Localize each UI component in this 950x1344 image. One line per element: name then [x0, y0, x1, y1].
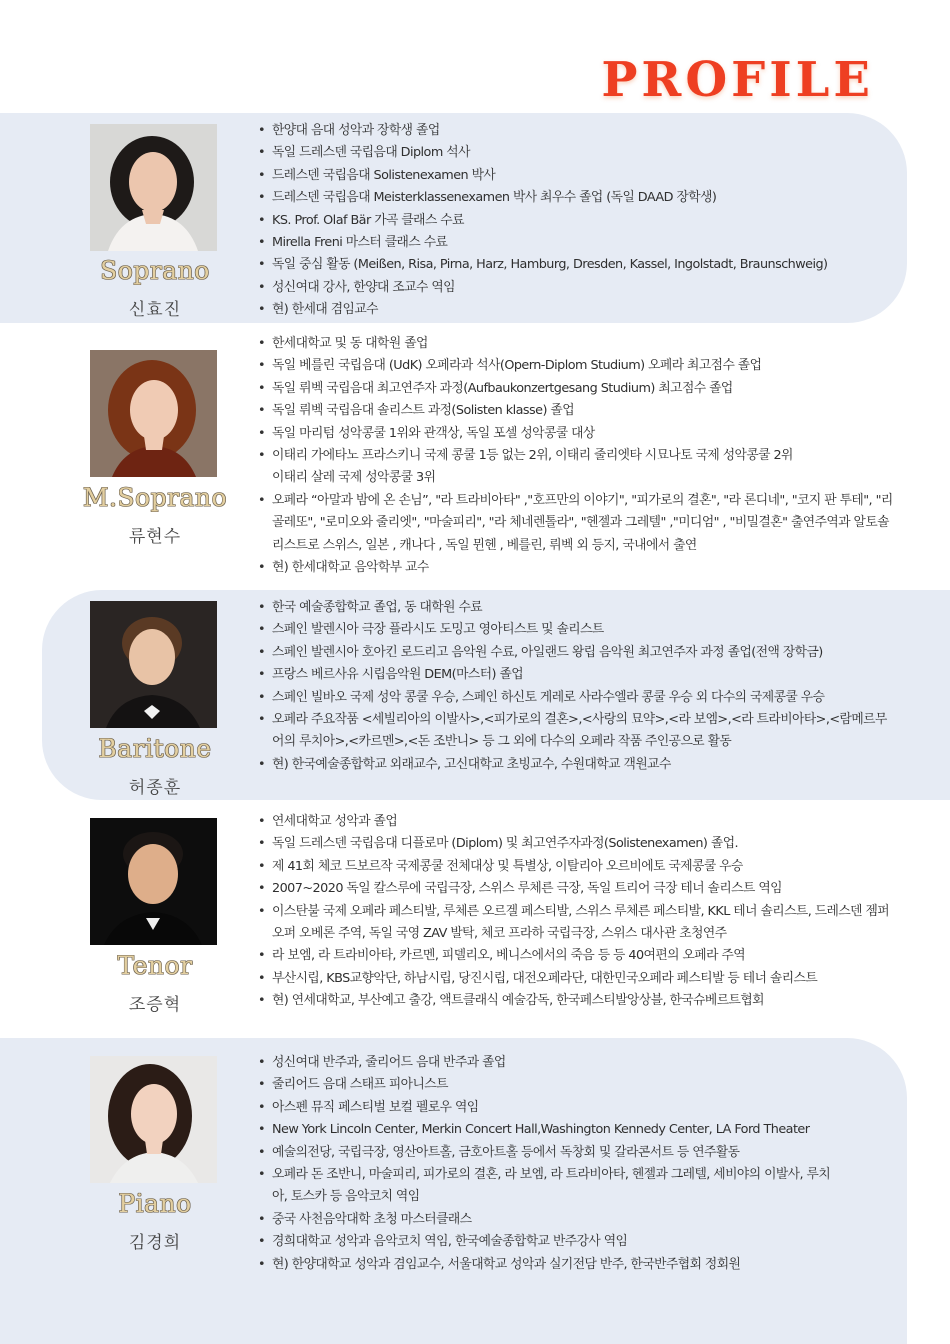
- page-title: PROFILE: [601, 52, 874, 108]
- bio-item: • 중국 사천음악대학 초청 마스터클래스: [258, 1209, 895, 1231]
- bio-item: • 제 41회 체코 드보르작 국제콩쿨 전체대상 및 특별상, 이탈리아 오르비에토 국제콩쿨 우승: [258, 856, 895, 878]
- bio-item: • 라 보엠, 라 트라비아타, 카르멘, 피델리오, 베니스에서의 죽음 등 등 40여편의 오페라 주역: [258, 945, 895, 967]
- bio-item: • 스페인 발렌시아 호아킨 로드리고 음악원 수료, 아일랜드 왕립 음악원 최고연주자 과정 졸업(전액 장학금): [258, 642, 895, 664]
- bio-item: • 한세대학교 및 동 대학원 졸업: [258, 333, 895, 355]
- role-label: Soprano: [100, 256, 210, 285]
- bio-item: • 독일 중심 활동 (Meißen, Risa, Pirna, Harz, Hamburg, Dresden, Kassel, Ingolstadt, Braunschweig): [258, 254, 895, 276]
- role-label: Tenor: [117, 951, 193, 980]
- bio-item: • 예술의전당, 국립극장, 영산아트홀, 금호아트홀 등에서 독창회 및 갈라콘서트 등 연주활동: [258, 1142, 895, 1164]
- bio-item: • 오페라 주요작품 <세빌리아의 이발사>,<피가로의 결혼>,<사랑의 묘약>,<라 보엠>,<라 트라비아타>,<람메르무어의 루치아>,<카르멘>,<돈 조반니> 등 그 외에 다수의 오페라 작품 주인공으로 활동: [258, 709, 895, 754]
- bio-item: • 오페라 “아말과 밤에 온 손님”, "라 트라비아타" ,"호프만의 이야기", "피가로의 결혼", "라 론디네", "코지 판 투테", "리골레또", "로미오와 줄리엣", "마술피리", "라 체네렌톨라", "헨젤과 그레텔" ,"미디엄" , "비밀결혼" 출연주역과 알토솔리스트로 스위스, 일본 , 캐나다 , 독일 뮌헨 , 베를린, 뤼벡 외 등지, 국내에서 출연: [258, 490, 895, 557]
- role-label: Piano: [118, 1189, 192, 1218]
- bio-item: • 현) 한양대학교 성악과 겸임교수, 서울대학교 성악과 실기전담 반주, 한국반주협회 정회원: [258, 1254, 895, 1276]
- bio-item: • 한양대 음대 성악과 장학생 졸업: [258, 120, 895, 142]
- bio-item: • 성신여대 반주과, 줄리어드 음대 반주과 졸업: [258, 1052, 895, 1074]
- bio-item: • 한국 예술종합학교 졸업, 동 대학원 수료: [258, 597, 895, 619]
- bio-list: [258, 120, 895, 322]
- bio-item: • 성신여대 강사, 한양대 조교수 역임: [258, 277, 895, 299]
- bio-item: • 이태리 가에타노 프라스키니 국제 콩쿨 1등 없는 2위, 이태리 줄리엣타 시묘나토 국제 성악콩쿨 2위 이태리 살레 국제 성악콩쿨 3위: [258, 445, 895, 490]
- portrait-icon: [90, 1056, 217, 1183]
- bio-item: • 현) 연세대학교, 부산예고 출강, 액트클래식 예술감독, 한국페스티발앙상블, 한국슈베르트협회: [258, 990, 895, 1012]
- bio-item: • 독일 뤼벡 국립음대 최고연주자 과정(Aufbaukonzertgesang Studium) 최고점수 졸업: [258, 378, 895, 400]
- bio-item: • 스페인 빌바오 국제 성악 콩쿨 우승, 스페인 하신토 게레로 사라수엘라 콩쿨 우승 외 다수의 국제콩쿨 우승: [258, 687, 895, 709]
- bio-item: • 스페인 발렌시아 극장 플라시도 도밍고 영아티스트 및 솔리스트: [258, 619, 895, 641]
- bio-item: • Mirella Freni 마스터 클래스 수료: [258, 232, 895, 254]
- bio-item: • 연세대학교 성악과 졸업: [258, 811, 895, 833]
- bio-item: • 오페라 돈 조반니, 마술피리, 피가로의 결혼, 라 보엠, 라 트라비아타, 헨젤과 그레텔, 세비야의 이발사, 루치아, 토스카 등 음악코치 역임: [258, 1164, 895, 1209]
- performer-name: 허종훈: [128, 778, 182, 798]
- bio-item: • New York Lincoln Center, Merkin Concert Hall,Washington Kennedy Center, LA Ford Theater: [258, 1119, 895, 1141]
- portrait-icon: [90, 124, 217, 251]
- portrait-icon: [90, 818, 217, 945]
- performer-name: 조증혁: [128, 995, 182, 1015]
- portrait-photo-mezzo-soprano: [90, 350, 217, 477]
- bio-item: • 드레스덴 국립음대 Solistenexamen 박사: [258, 165, 895, 187]
- performer-name: 신효진: [128, 300, 182, 320]
- bio-item: • 독일 드레스덴 국립음대 Diplom 석사: [258, 142, 895, 164]
- portrait-photo-baritone: [90, 601, 217, 728]
- bio-item: • 독일 마리텀 성악콩쿨 1위와 관객상, 독일 포셀 성악콩쿨 대상: [258, 423, 895, 445]
- bio-item: • 경희대학교 성악과 음악코치 역임, 한국예술종합학교 반주강사 역임: [258, 1231, 895, 1253]
- portrait-photo-tenor: [90, 818, 217, 945]
- bio-item: • 드레스덴 국립음대 Meisterklassenexamen 박사 최우수 졸업 (독일 DAAD 장학생): [258, 187, 895, 209]
- role-label: Baritone: [98, 734, 212, 763]
- bio-item: • 2007~2020 독일 칼스루에 국립극장, 스위스 루체른 극장, 독일 트리어 극장 테너 솔리스트 역임: [258, 878, 895, 900]
- bio-item: • 프랑스 베르사유 시립음악원 DEM(마스터) 졸업: [258, 664, 895, 686]
- portrait-icon: [90, 350, 217, 477]
- bio-list: [258, 597, 895, 776]
- bio-item: • 현) 한세대학교 음악학부 교수: [258, 557, 895, 579]
- role-label: M.Soprano: [82, 483, 228, 512]
- portrait-photo-soprano: [90, 124, 217, 251]
- performer-name: 류현수: [128, 527, 182, 547]
- bio-item: • 독일 드레스덴 국립음대 디플로마 (Diplom) 및 최고연주자과정(Solistenexamen) 졸업.: [258, 833, 895, 855]
- performer-name: 김경희: [128, 1233, 182, 1253]
- bio-item: • 현) 한세대 겸임교수: [258, 299, 895, 321]
- bio-item: • 아스펜 뮤직 페스티벌 보컬 펠로우 역임: [258, 1097, 895, 1119]
- bio-item: • 줄리어드 음대 스태프 피아니스트: [258, 1074, 895, 1096]
- bio-item: • 현) 한국예술종합학교 외래교수, 고신대학교 초빙교수, 수원대학교 객원교수: [258, 754, 895, 776]
- bio-list: [258, 811, 895, 1013]
- bio-list: [258, 1052, 895, 1276]
- portrait-icon: [90, 601, 217, 728]
- bio-item: • 독일 뤼벡 국립음대 솔리스트 과정(Solisten klasse) 졸업: [258, 400, 895, 422]
- bio-list: [258, 333, 895, 579]
- portrait-photo-piano: [90, 1056, 217, 1183]
- bio-item: • KS. Prof. Olaf Bär 가곡 클래스 수료: [258, 210, 895, 232]
- bio-item: • 독일 베를린 국립음대 (UdK) 오페라과 석사(Opern-Diplom Studium) 오페라 최고점수 졸업: [258, 355, 895, 377]
- bio-item: • 이스탄불 국제 오페라 페스티발, 루체른 오르겔 페스티발, 스위스 루체른 페스티발, KKL 테너 솔리스트, 드레스덴 젬퍼오퍼 오베론 주역, 독일 국영 ZAV 발탁, 체코 프라하 국립극장, 스위스 대사관 초청연주: [258, 901, 895, 946]
- bio-item: • 부산시립, KBS교향악단, 하남시립, 당진시립, 대전오페라단, 대한민국오페라 페스티발 등 테너 솔리스트: [258, 968, 895, 990]
